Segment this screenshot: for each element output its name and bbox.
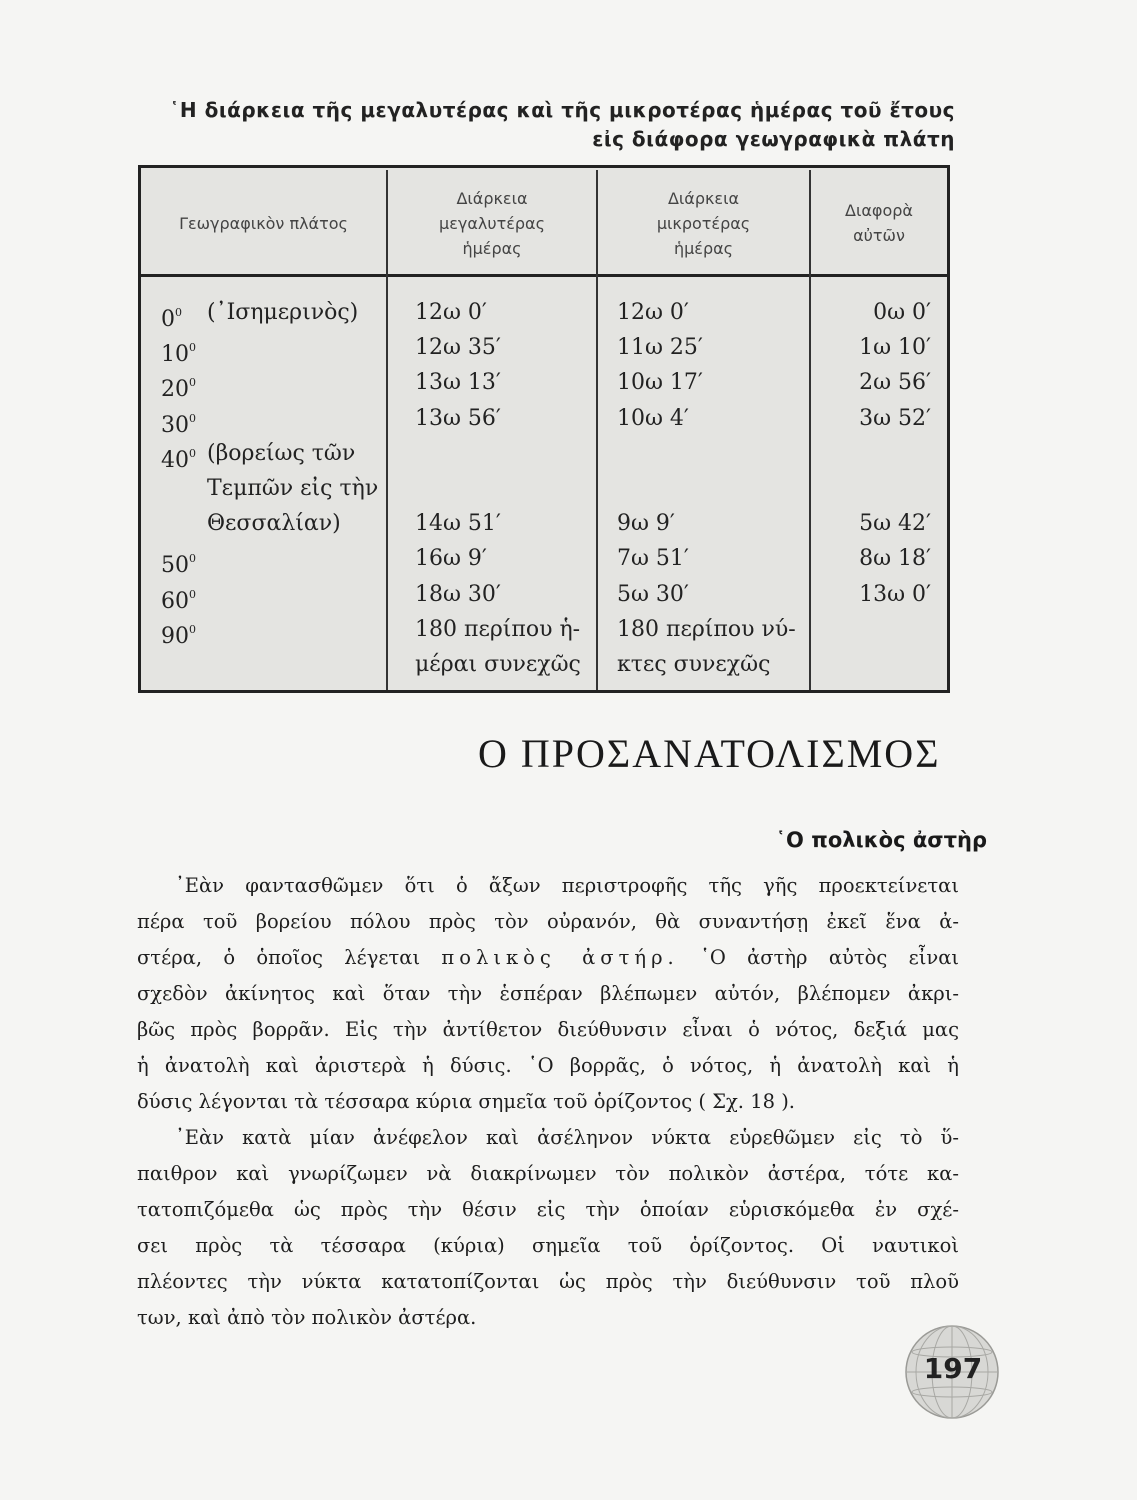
- text-line: ἡ ἀνατολὴ καὶ ἀριστερὰ ἡ δύσις. ῾Ο βορρᾶς, ὁ νότος, ἡ ἀνατολὴ καὶ ἡ: [137, 1054, 959, 1077]
- latitude-value: 60: [161, 588, 189, 614]
- shortest-day-cell: 7ω 51′: [617, 546, 689, 572]
- longest-day-cell: 12ω 0′: [415, 300, 487, 325]
- latitude-value: 20: [161, 377, 189, 403]
- text-segment: ῾Ο ἀστὴρ αὐτὸς εἶναι: [700, 946, 960, 969]
- text-line: παιθρον καὶ γνωρίζωμεν νὰ διακρίνωμεν τὸν πολικὸν ἀστέρα, τότε κα-: [137, 1162, 959, 1185]
- header-text: ἡμέρας: [462, 238, 522, 258]
- latitude-value: 10: [161, 342, 189, 368]
- page-number: 197: [923, 1352, 983, 1385]
- degree-mark: 0: [189, 552, 196, 566]
- latitude-note-cell: Τεμπῶν εἰς τὴν: [207, 476, 379, 501]
- degree-mark: 0: [189, 376, 196, 390]
- latitude-value: 90: [161, 623, 189, 649]
- difference-cell: 1ω 10′: [859, 335, 931, 361]
- longest-day-cell: 180 περίπου ἡ-: [415, 616, 581, 642]
- longest-day-cell: 16ω 9′: [415, 546, 487, 572]
- text-line: των, καὶ ἀπὸ τὸν πολικὸν ἀστέρα.: [137, 1306, 477, 1329]
- table-title-line-1: ῾Η διάρκεια τῆς μεγαλυτέρας καὶ τῆς μικροτέρας ἡμέρας τοῦ ἔτους: [169, 98, 955, 122]
- longest-day-cell: 13ω 56′: [415, 405, 501, 431]
- text-line: βῶς πρὸς βορρᾶν. Εἰς τὴν ἀντίθετον διεύθυνσιν εἶναι ὁ νότος, δεξιά μας: [137, 1018, 959, 1041]
- header-longest-day: [388, 174, 596, 272]
- latitude-value: 30: [161, 412, 189, 438]
- latitude-note-cell: Θεσσαλίαν): [207, 511, 341, 537]
- header-text: μεγαλυτέρας: [439, 213, 545, 233]
- text-line: δύσις λέγονται τὰ τέσσαρα κύρια σημεῖα τοῦ ὁρίζοντος ( Σχ. 18 ).: [137, 1090, 796, 1113]
- spaced-term: πολικὸς ἀστήρ.: [441, 946, 679, 969]
- header-text: ἡμέρας: [673, 238, 734, 258]
- text-line: [137, 940, 959, 976]
- latitude-cell: [161, 437, 207, 478]
- text-line: πλέοντες τὴν νύκτα κατατοπίζονται ὡς πρὸς τὴν διεύθυνσιν τοῦ πλοῦ: [137, 1270, 959, 1293]
- degree-mark: 0: [189, 446, 196, 460]
- header-shortest-day: [598, 174, 809, 272]
- text-line: τατοπιζόμεθα ὡς πρὸς τὴν θέσιν εἰς τὴν ὁποίαν εὑρισκόμεθα ἐν σχέ-: [137, 1198, 959, 1221]
- difference-cell: 5ω 42′: [859, 511, 931, 537]
- section-subheading: ῾Ο πολικὸς ἀστὴρ: [775, 828, 987, 852]
- text-line: πέρα τοῦ βορείου πόλου πρὸς τὸν οὐρανόν, θὰ συναντήσῃ ἐκεῖ ἕνα ἀ-: [137, 910, 959, 933]
- shortest-day-cell: 11ω 25′: [617, 335, 703, 361]
- degree-mark: 0: [175, 306, 182, 319]
- latitude-value: 50: [161, 553, 189, 579]
- degree-mark: 0: [189, 341, 196, 355]
- header-text: Διάρκεια: [667, 188, 740, 208]
- difference-cell: 3ω 52′: [859, 405, 931, 431]
- shortest-day-cell: 10ω 17′: [617, 370, 703, 396]
- section-heading: Ο ΠΡΟΣΑΝΑΤΟΛΙΣΜΟΣ: [478, 731, 941, 776]
- header-text: Διαφορὰ: [845, 201, 913, 220]
- shortest-day-cell: 10ω 4′: [617, 405, 689, 431]
- day-length-table: [138, 165, 950, 693]
- text-segment: στέρα, ὁ ὁποῖος λέγεται: [137, 946, 421, 969]
- shortest-day-cell: 180 περίπου νύ-: [617, 616, 796, 642]
- longest-day-cell: 13ω 13′: [415, 370, 501, 396]
- header-text: αὐτῶν: [853, 226, 905, 245]
- difference-cell: 2ω 56′: [859, 370, 931, 396]
- header-text: Διάρκεια: [456, 188, 528, 208]
- shortest-day-cell: 5ω 30′: [617, 581, 689, 607]
- difference-cell: 13ω 0′: [859, 581, 931, 607]
- header-difference: [811, 174, 947, 272]
- text-line: ᾿Εὰν φαντασθῶμεν ὅτι ὁ ἄξων περιστροφῆς τῆς γῆς προεκτείνεται: [175, 874, 959, 897]
- text-line: σχεδὸν ἀκίνητος καὶ ὅταν τὴν ἑσπέραν βλέπωμεν αὐτόν, βλέπομεν ἀκρι-: [137, 982, 959, 1005]
- degree-mark: 0: [189, 411, 196, 425]
- latitude-cell: [161, 613, 207, 654]
- degree-mark: 0: [189, 587, 196, 601]
- text-line: ᾿Εὰν κατὰ μίαν ἀνέφελον καὶ ἀσέληνον νύκτα εὑρεθῶμεν εἰς τὸ ὕ-: [175, 1126, 959, 1149]
- degree-mark: 0: [189, 622, 196, 636]
- table-title-line-2: εἰς διάφορα γεωγραφικὰ πλάτη: [592, 127, 955, 151]
- latitude-note-cell: (᾿Ισημερινὸς): [207, 300, 359, 325]
- header-latitude: [141, 174, 386, 272]
- longest-day-cell: 18ω 30′: [415, 581, 501, 607]
- shortest-day-cell: κτες συνεχῶς: [617, 652, 771, 677]
- header-text: μικροτέρας: [656, 213, 751, 233]
- longest-day-cell: 12ω 35′: [415, 335, 501, 361]
- difference-cell: 8ω 18′: [859, 546, 931, 572]
- latitude-value: 40: [161, 447, 189, 473]
- shortest-day-cell: 12ω 0′: [617, 300, 689, 325]
- shortest-day-cell: 9ω 9′: [617, 511, 675, 537]
- latitude-value: 0: [161, 307, 175, 332]
- header-separator: [141, 274, 947, 277]
- longest-day-cell: μέραι συνεχῶς: [415, 652, 581, 677]
- difference-cell: 0ω 0′: [873, 300, 931, 325]
- header-text: Γεωγραφικὸν πλάτος: [179, 213, 348, 233]
- text-line: σει πρὸς τὰ τέσσαρα (κύρια) σημεῖα τοῦ ὁρίζοντος. Οἱ ναυτικοὶ: [137, 1234, 959, 1257]
- latitude-note-cell: (βορείως τῶν: [207, 440, 356, 466]
- longest-day-cell: 14ω 51′: [415, 511, 501, 537]
